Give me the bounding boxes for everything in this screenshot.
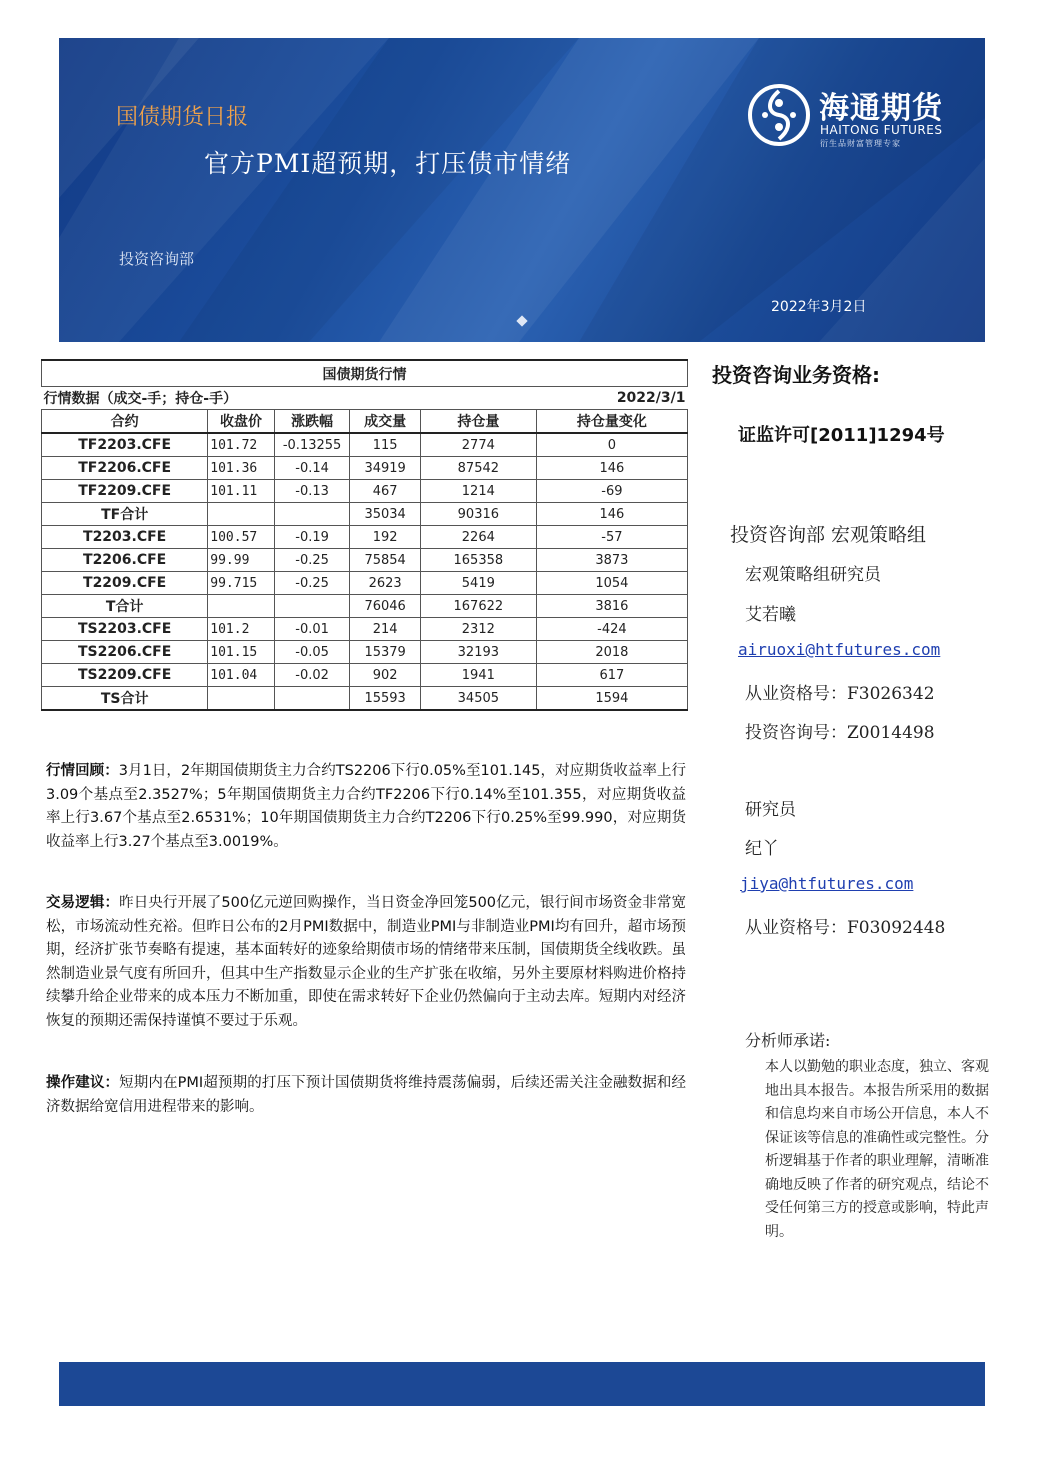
table-title: 国债期货行情: [42, 360, 688, 387]
table-info-row: [42, 387, 688, 410]
value-cell: [208, 595, 275, 618]
value-cell: 15379: [350, 641, 421, 664]
logo-emblem-icon: [747, 83, 811, 147]
value-cell: [208, 687, 275, 711]
table-row: [42, 549, 688, 572]
value-cell: 101.04: [208, 664, 275, 687]
table-row: [42, 687, 688, 711]
contract-cell: TF2203.CFE: [42, 433, 208, 457]
value-cell: 3816: [536, 595, 687, 618]
value-cell: 467: [350, 480, 421, 503]
department-label: 投资咨询部: [119, 250, 195, 268]
researcher2-name: 纪丫: [745, 839, 779, 859]
logo-english-name: HAITONG FUTURES: [820, 123, 943, 137]
header-volume: 成交量: [350, 410, 421, 434]
header-oi-change: 持仓量变化: [536, 410, 687, 434]
advice-paragraph: [46, 1072, 686, 1119]
value-cell: 87542: [420, 457, 536, 480]
qualification-title: 投资咨询业务资格:: [712, 363, 880, 387]
value-cell: 0: [536, 433, 687, 457]
value-cell: [274, 595, 350, 618]
value-cell: 1214: [420, 480, 536, 503]
value-cell: -0.01: [274, 618, 350, 641]
value-cell: -0.25: [274, 549, 350, 572]
value-cell: 32193: [420, 641, 536, 664]
advice-text: 短期内在PMI超预期的打压下预计国债期货将维持震荡偏弱，后续还需关注金融数据和经济数据给宽信用进程带来的影响。: [46, 1075, 687, 1115]
value-cell: 100.57: [208, 526, 275, 549]
value-cell: 146: [536, 503, 687, 526]
footer-bar: [59, 1362, 985, 1406]
researcher2-email-link[interactable]: jiya@htfutures.com: [740, 874, 914, 893]
market-review-paragraph: [46, 760, 686, 854]
value-cell: 3873: [536, 549, 687, 572]
value-cell: [274, 503, 350, 526]
advice-label: 操作建议：: [46, 1075, 120, 1091]
value-cell: 1941: [420, 664, 536, 687]
value-cell: 35034: [350, 503, 421, 526]
disclaimer-title: 分析师承诺:: [745, 1031, 831, 1050]
table-row: [42, 618, 688, 641]
value-cell: 902: [350, 664, 421, 687]
trading-logic-label: 交易逻辑：: [46, 895, 120, 911]
value-cell: 617: [536, 664, 687, 687]
researcher1-name: 艾若曦: [745, 605, 796, 625]
value-cell: -0.05: [274, 641, 350, 664]
contract-cell: TS2206.CFE: [42, 641, 208, 664]
contract-cell: TF2209.CFE: [42, 480, 208, 503]
table-row: [42, 433, 688, 457]
value-cell: -424: [536, 618, 687, 641]
value-cell: 34505: [420, 687, 536, 711]
table-row: [42, 641, 688, 664]
header-contract: 合约: [42, 410, 208, 434]
header-banner: [59, 38, 985, 342]
value-cell: 76046: [350, 595, 421, 618]
report-series-title: 国债期货日报: [116, 105, 249, 130]
value-cell: 101.11: [208, 480, 275, 503]
value-cell: -0.13255: [274, 433, 350, 457]
futures-quote-table: [41, 359, 688, 711]
table-units: 行情数据（成交-手；持仓-手）: [42, 387, 421, 410]
contract-cell: T2206.CFE: [42, 549, 208, 572]
value-cell: -57: [536, 526, 687, 549]
trading-logic-text: 昨日央行开展了500亿元逆回购操作，当日资金净回笼500亿元，银行间市场资金非常宽松，市场流动性充裕。但昨日公布的2月PMI数据中，制造业PMI与非制造业PMI均有回升，超市场预期，经济扩张节奏略有提速，基本面转好的迹象给期债市场的情绪带来压制，国债期货全线收跌。虽然制造业景气度有所回升，但其中生产指数显示企业的生产扩张在收缩，另外主要原材料购进价格持续攀升给企业带来的成本压力不断加重，即使在需求转好下企业仍然偏向于主动去库。短期内对经济恢复的预期还需保持谨慎不要过于乐观。: [46, 895, 687, 1029]
value-cell: -0.02: [274, 664, 350, 687]
value-cell: 146: [536, 457, 687, 480]
table-row: [42, 572, 688, 595]
table-row: [42, 664, 688, 687]
logo-tagline: 衍生品财富管理专家: [820, 139, 901, 148]
license-number: 证监许可[2011]1294号: [738, 425, 945, 446]
value-cell: 1594: [536, 687, 687, 711]
table-header-row: [42, 410, 688, 434]
market-review-text: 3月1日，2年期国债期货主力合约TS2206下行0.05%至101.145，对应期货收益率上行3.09个基点至2.3527%；5年期国债期货主力合约TF2206下行0.14%至101.355，对应期货收益率上行3.67个基点至2.6531%；10年期国债期货主力合约T2206下行0.25%至99.990，对应期货收益率上行3.27个基点至3.0019%。: [46, 763, 687, 850]
contract-cell: TF合计: [42, 503, 208, 526]
contract-cell: T2203.CFE: [42, 526, 208, 549]
value-cell: 101.15: [208, 641, 275, 664]
researcher1-role: 宏观策略组研究员: [745, 565, 881, 585]
contract-cell: TF2206.CFE: [42, 457, 208, 480]
value-cell: 99.99: [208, 549, 275, 572]
value-cell: 2774: [420, 433, 536, 457]
company-logo: [747, 81, 947, 151]
analyst-disclaimer: 本人以勤勉的职业态度，独立、客观地出具本报告。本报告所采用的数据和信息均来自市场公开信息，本人不保证该等信息的准确性或完整性。分析逻辑基于作者的职业理解，清晰准确地反映了作者的研究观点，结论不受任何第三方的授意或影响，特此声明。: [765, 1059, 989, 1240]
value-cell: 2623: [350, 572, 421, 595]
table-row: [42, 526, 688, 549]
value-cell: 101.2: [208, 618, 275, 641]
value-cell: 1054: [536, 572, 687, 595]
value-cell: 167622: [420, 595, 536, 618]
research-group: 投资咨询部 宏观策略组: [730, 524, 927, 546]
value-cell: 101.72: [208, 433, 275, 457]
header-change: 涨跌幅: [274, 410, 350, 434]
contract-cell: TS合计: [42, 687, 208, 711]
value-cell: 115: [350, 433, 421, 457]
value-cell: 165358: [420, 549, 536, 572]
value-cell: 15593: [350, 687, 421, 711]
header-close: 收盘价: [208, 410, 275, 434]
value-cell: 34919: [350, 457, 421, 480]
value-cell: -0.25: [274, 572, 350, 595]
value-cell: 214: [350, 618, 421, 641]
researcher2-role: 研究员: [745, 800, 796, 820]
researcher1-email-link[interactable]: airuoxi@htfutures.com: [738, 640, 941, 659]
value-cell: 99.715: [208, 572, 275, 595]
contract-cell: TS2209.CFE: [42, 664, 208, 687]
researcher1-cert: 从业资格号：F3026342: [745, 684, 935, 704]
trading-logic-paragraph: [46, 892, 686, 1033]
report-date: 2022年3月2日: [771, 299, 867, 315]
market-review-label: 行情回顾：: [46, 763, 119, 779]
value-cell: [274, 687, 350, 711]
value-cell: -0.13: [274, 480, 350, 503]
value-cell: -0.19: [274, 526, 350, 549]
value-cell: [208, 503, 275, 526]
value-cell: 192: [350, 526, 421, 549]
value-cell: 5419: [420, 572, 536, 595]
report-title: 官方PMI超预期，打压债市情绪: [204, 149, 572, 178]
value-cell: 2312: [420, 618, 536, 641]
value-cell: 2264: [420, 526, 536, 549]
table-date: 2022/3/1: [420, 387, 687, 410]
contract-cell: TS2203.CFE: [42, 618, 208, 641]
researcher1-advisory: 投资咨询号：Z0014498: [745, 723, 935, 743]
contract-cell: T2209.CFE: [42, 572, 208, 595]
value-cell: 90316: [420, 503, 536, 526]
table-row: [42, 503, 688, 526]
header-open-interest: 持仓量: [420, 410, 536, 434]
table-row: [42, 595, 688, 618]
table-row: [42, 457, 688, 480]
value-cell: -69: [536, 480, 687, 503]
value-cell: 2018: [536, 641, 687, 664]
value-cell: 101.36: [208, 457, 275, 480]
table-row: [42, 480, 688, 503]
logo-chinese-name: 海通期货: [819, 91, 943, 126]
value-cell: -0.14: [274, 457, 350, 480]
table-title-row: [42, 360, 688, 387]
researcher2-cert: 从业资格号：F03092448: [745, 918, 946, 938]
value-cell: 75854: [350, 549, 421, 572]
contract-cell: T合计: [42, 595, 208, 618]
